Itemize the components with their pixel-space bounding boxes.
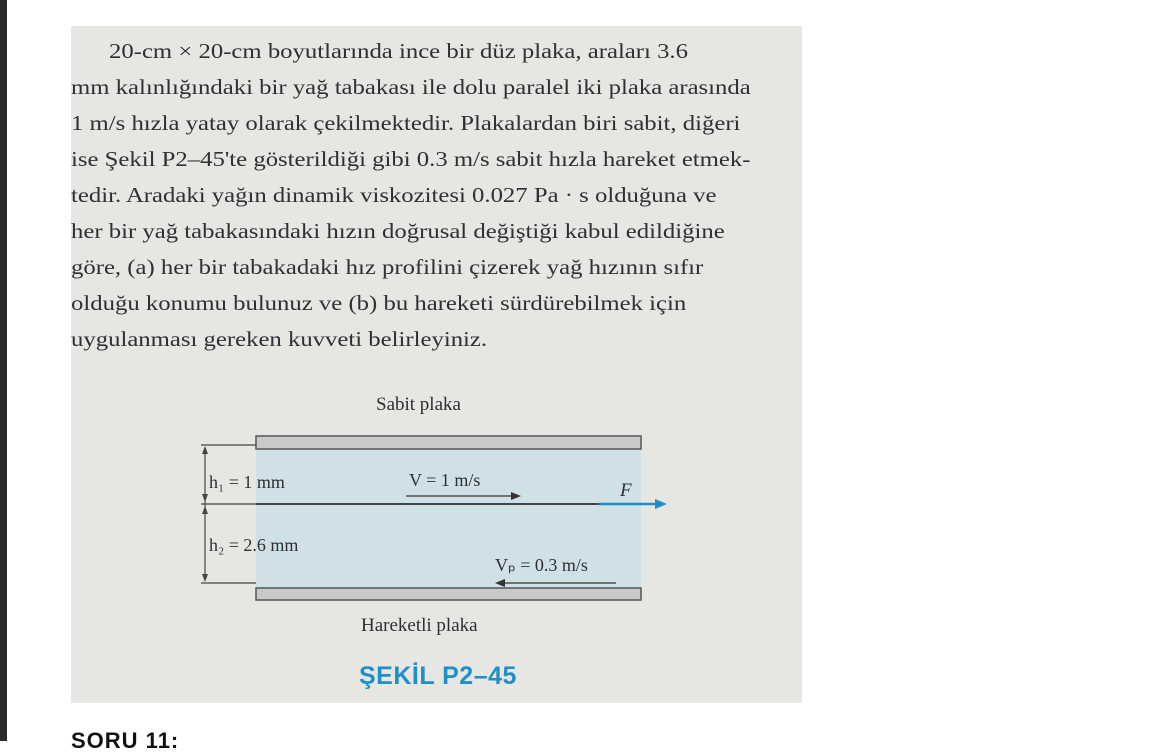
problem-line: göre, (a) her bir tabakadaki hız profilini çizerek yağ hızının sıfır <box>71 255 704 279</box>
velocity-label: V = 1 m/s <box>409 470 481 490</box>
moving-plate <box>256 588 641 600</box>
plate-figure <box>71 26 802 703</box>
dim-arrow <box>202 494 208 502</box>
problem-line: ise Şekil P2–45'te gösterildiği gibi 0.3 m/s sabit hızla hareket etmek- <box>71 147 751 171</box>
h2-label: h₂ = 2.6 mm <box>209 535 299 555</box>
figure-caption: ŞEKİL P2–45 <box>359 662 517 690</box>
problem-line: olduğu konumu bulunuz ve (b) bu hareketi sürdürebilmek için <box>71 291 687 315</box>
problem-line: 20-cm × 20-cm boyutlarında ince bir düz plaka, araları 3.6 <box>109 39 688 63</box>
force-arrowhead <box>655 499 667 509</box>
fixed-plate <box>256 436 641 449</box>
problem-line: her bir yağ tabakasındaki hızın doğrusal değiştiği kabul edildiğine <box>71 219 725 243</box>
problem-line: tedir. Aradaki yağın dinamik viskozitesi 0.027 Pa · s olduğuna ve <box>71 183 717 207</box>
window-left-edge <box>0 0 7 741</box>
textbook-photo <box>71 26 802 703</box>
dim-arrow <box>202 506 208 514</box>
problem-line: 1 m/s hızla yatay olarak çekilmektedir. Plakalardan biri sabit, diğeri <box>71 111 741 135</box>
force-label: F <box>620 480 632 501</box>
dim-arrow <box>202 574 208 582</box>
h1-label: h₁ = 1 mm <box>209 472 285 492</box>
dim-arrow <box>202 446 208 454</box>
problem-line: uygulanması gereken kuvveti belirleyiniz. <box>71 327 488 351</box>
moving-plate-label: Hareketli plaka <box>361 615 478 636</box>
problem-line: mm kalınlığındaki bir yağ tabakası ile dolu paralel iki plaka arasında <box>71 75 751 99</box>
plate-velocity-label: Vₚ = 0.3 m/s <box>495 555 588 575</box>
next-question-heading: SORU 11: <box>71 728 180 753</box>
fixed-plate-label: Sabit plaka <box>376 394 461 415</box>
